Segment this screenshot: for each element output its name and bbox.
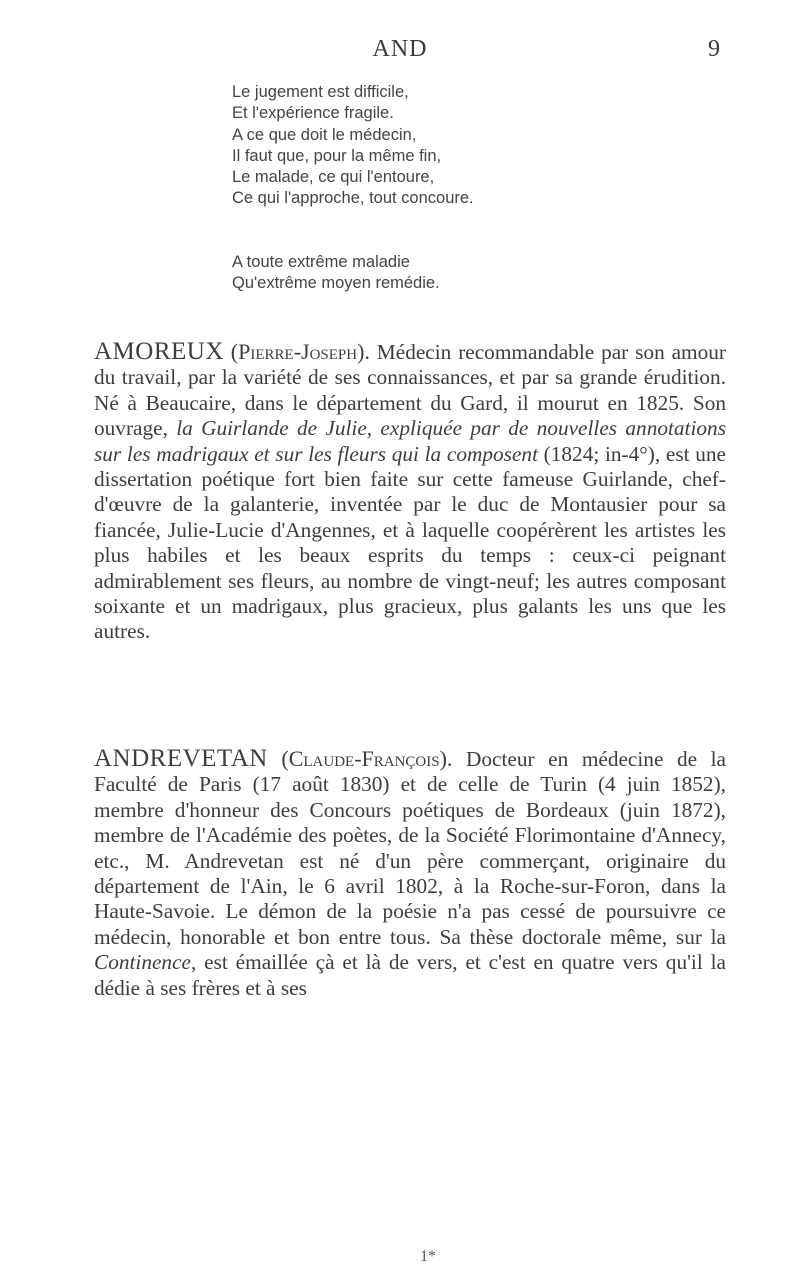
verse-line: Qu'extrême moyen remédie. bbox=[232, 274, 440, 293]
running-title: AND bbox=[372, 36, 428, 62]
verse-line: Ce qui l'approche, tout concoure. bbox=[232, 189, 474, 208]
entry-given-names: (Pierre-Joseph). bbox=[230, 339, 370, 364]
entry-given-names: (Claude-François). bbox=[281, 746, 453, 771]
entry-name: ANDREVETAN bbox=[94, 745, 268, 772]
entry-book-title: Continence bbox=[94, 950, 191, 975]
entry-text: Médecin recommandable par son amour du travail, par la variété de ses connaissances, et par sa grande érudition. Né à Beaucaire, dans le département du Gard, il mourut en 1825. Son ouvrage, bbox=[94, 340, 727, 441]
signature-mark: 1* bbox=[420, 1248, 436, 1265]
entry-text: (1824; in-4°), est une dissertation poétique fort bien faite sur cette fameuse Guirlande, chef-d'œuvre de la galanterie, inventée par le duc de Montausier pour sa fiancée, Julie-Lucie d'Angennes, et à laquelle coopérèrent les artistes les plus habiles et les beaux esprits du temps : ceux-ci peignant admirablement ses fleurs, au nombre de vingt-neuf; les autres composant soixante et un madrigaux, plus gracieux, plus galants les uns que les autres. bbox=[94, 441, 726, 644]
verse-line: Le malade, ce qui l'entoure, bbox=[232, 168, 435, 187]
page-number: 9 bbox=[708, 36, 720, 62]
verse-stanza-1 bbox=[232, 82, 474, 210]
entry-name: AMOREUX bbox=[94, 338, 224, 365]
verse-stanza-2 bbox=[232, 252, 440, 295]
entry-amoreux bbox=[94, 339, 726, 645]
entry-text: , est émaillée çà et là de vers, et c'est en quatre vers qu'il la dédie à ses frères et à ses bbox=[94, 950, 726, 1000]
running-head bbox=[0, 36, 800, 66]
entry-text: Docteur en médecine de la Faculté de Paris (17 août 1830) et de celle de Turin (4 juin 1852), membre d'honneur des Concours poétiques de Bordeaux (juin 1872), membre de l'Académie des poètes, de la Société Florimontaine d'Annecy, etc., M. Andrevetan est né d'un père commerçant, originaire du département de l'Ain, le 6 avril 1802, à la Roche-sur-Foron, dans la Haute-Savoie. Le démon de la poésie n'a pas cessé de poursuivre ce médecin, honorable et bon entre tous. Sa thèse doctorale même, sur la bbox=[94, 747, 726, 949]
verse-line: Il faut que, pour la même fin, bbox=[232, 146, 442, 165]
entry-andrevetan bbox=[94, 746, 726, 1001]
verse-line: A toute extrême maladie bbox=[232, 253, 410, 271]
verse-line: Et l'expérience fragile. bbox=[232, 104, 394, 123]
entry-book-title: la Guirlande de Julie, expliquée par de nouvelles annotations sur les madrigaux et sur les fleurs qui la composent bbox=[94, 416, 726, 466]
verse-line: A ce que doit le médecin, bbox=[232, 125, 417, 144]
verse-line: Le jugement est difficile, bbox=[232, 83, 409, 101]
